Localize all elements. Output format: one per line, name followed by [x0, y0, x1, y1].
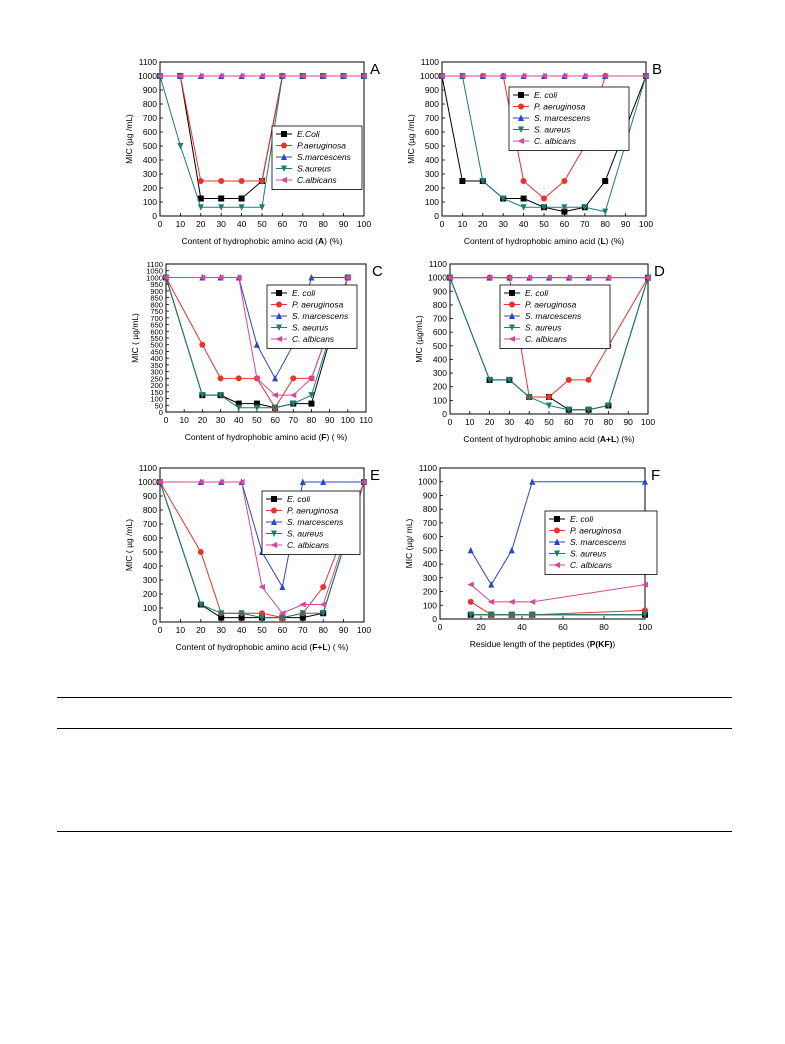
panel-c-point-c-albicans: [290, 392, 297, 398]
panel-f-x-axis-label-post: ): [612, 639, 616, 649]
panel-c-ytick-label: 600: [150, 327, 163, 337]
panel-f-line-c-albicans: [471, 585, 645, 602]
panel-b-legend-label: E. coli: [534, 90, 558, 100]
panel-e-legend-swatch-marker: [271, 508, 277, 514]
panel-c-ytick-label: 800: [150, 300, 163, 310]
panel-f-ytick-label: 1000: [418, 476, 437, 487]
panel-f-xtick-label: 100: [637, 622, 653, 632]
panel-e-point-p-aeruginosa: [198, 549, 204, 555]
panel-a-ytick-label: 600: [142, 127, 157, 137]
panel-a-chart: [124, 57, 380, 246]
panel-e-point-s-marcescens: [279, 584, 285, 591]
panel-f-legend-label: S. marcescens: [570, 537, 627, 547]
panel-f-legend: [545, 511, 657, 575]
panel-a-point-p-aeruginosa: [259, 178, 265, 184]
panel-e-x-axis-label-bold: F+L: [312, 642, 328, 652]
panel-b-ytick-label: 400: [424, 155, 439, 165]
panel-f-legend-label: P. aeruginosa: [570, 525, 622, 536]
panel-c-ytick-label: 1100: [146, 260, 163, 269]
panel-c-xtick-label: 20: [197, 415, 208, 425]
panel-c-legend-label: C. albicans: [292, 334, 335, 344]
panel-c-x-axis-label: [185, 432, 348, 442]
panel-e-point-c-albicans: [320, 602, 327, 608]
panel-d-xtick-label: 60: [564, 417, 574, 427]
panel-e-y-axis-label: MIC ( µg /mL): [124, 518, 134, 572]
panel-d-point-p-aeruginosa: [566, 377, 572, 383]
panel-f-ytick-label: 200: [422, 586, 437, 597]
panel-e-ytick-label: 700: [142, 519, 157, 529]
panel-f-legend-swatch-marker: [554, 528, 560, 534]
panel-e-legend-label: P. aeruginosa: [287, 505, 339, 516]
panel-e-xtick-label: 80: [318, 625, 328, 635]
panel-c-ytick-label: 200: [150, 381, 163, 391]
panel-b-legend-label: S. aureus: [534, 124, 571, 135]
panel-f-series-s-aureus: [468, 612, 648, 619]
panel-d-point-p-aeruginosa: [586, 377, 592, 383]
panel-f-ytick-label: 900: [422, 490, 437, 501]
panel-d-ytick-label: 400: [432, 354, 447, 365]
panel-a-ytick-label: 1000: [138, 71, 157, 81]
panel-e-ytick-label: 1100: [138, 463, 157, 473]
panel-c-xtick-label: 100: [340, 415, 355, 425]
panel-d-legend-label: S. aureus: [525, 322, 562, 333]
panel-b-x-axis-label: [464, 236, 624, 246]
panel-f-legend-label: S. aureus: [570, 548, 607, 559]
panel-a-xtick-label: 40: [236, 219, 247, 229]
panel-c-legend-label: S. aeurus: [292, 322, 329, 333]
panel-c-ytick-label: 0: [158, 408, 163, 417]
panel-a-ytick-label: 700: [142, 113, 157, 123]
panel-e-x-axis-label-pre: Content of hydrophobic amino acid (: [175, 642, 313, 652]
panel-c-point-p-aeruginosa: [290, 375, 296, 381]
panel-a-xtick-label: 70: [298, 219, 308, 229]
panel-f-point-s-marcescens: [488, 581, 494, 588]
panel-a-ytick-label: 800: [142, 99, 157, 109]
panel-f-x-axis-label-pre: Residue length of the peptides (: [469, 639, 590, 649]
panel-b-legend-swatch-marker: [518, 104, 524, 110]
panel-c-xtick-label: 0: [163, 415, 169, 425]
panel-d-xtick-label: 40: [524, 417, 534, 427]
panel-c-legend: [267, 285, 357, 349]
panel-b-xtick-label: 30: [498, 219, 508, 229]
panel-a-legend-label: P.aeruginosa: [297, 140, 346, 151]
panel-a-xtick-label: 100: [356, 219, 372, 229]
panel-f-line-p-aeruginosa: [471, 602, 645, 615]
panel-b-point-e-coli: [521, 196, 527, 202]
table-rule-header: [57, 728, 732, 729]
panel-c-legend-label: E. coli: [292, 288, 316, 298]
panel-c-ytick-label: 100: [150, 394, 163, 404]
panel-c-legend-label: S. marcescens: [292, 311, 349, 321]
panel-e-point-p-aeruginosa: [320, 584, 326, 590]
panel-e-ytick-label: 400: [142, 561, 157, 571]
panel-c-xtick-label: 80: [306, 415, 317, 425]
panel-f-ytick-label: 700: [422, 517, 437, 528]
panel-c-ytick-label: 700: [150, 313, 163, 323]
panel-a-legend-label: S.aureus: [297, 163, 332, 174]
panel-b-x-axis-label-pre: Content of hydrophobic amino acid (: [463, 236, 601, 246]
panel-e-xtick-label: 40: [236, 625, 247, 635]
panel-d-y-axis-label: MIC (µg/mL): [414, 315, 424, 363]
panel-b-legend-label: S. marcescens: [534, 113, 591, 123]
panel-d-ytick-label: 300: [432, 368, 447, 379]
panel-c-point-s-marcescens: [272, 375, 278, 382]
panel-e-legend-swatch-marker: [271, 496, 277, 502]
panel-a-x-axis-label-pre: Content of hydrophobic amino acid (: [181, 236, 318, 246]
panel-e-xtick-label: 0: [157, 625, 163, 635]
panel-c-x-axis-label-post: ) ( %): [326, 432, 348, 442]
panel-a-xtick-label: 50: [257, 219, 267, 229]
panel-f-legend-label: E. coli: [570, 514, 594, 524]
panel-a-legend-swatch-marker: [281, 143, 287, 149]
panel-e-xtick-label: 20: [196, 625, 206, 635]
panel-c-ytick-label: 1000: [146, 273, 163, 283]
panel-a-legend-swatch-marker: [281, 131, 287, 137]
panel-f-point-c-albicans: [508, 599, 515, 605]
panel-c-xtick-label: 110: [359, 415, 373, 425]
panel-e-ytick-label: 800: [142, 505, 157, 515]
panel-c-ytick-label: 900: [150, 286, 163, 296]
panel-a-ytick-label: 900: [142, 85, 157, 95]
panel-d-chart: [414, 259, 665, 444]
panel-d-ytick-label: 1000: [428, 272, 447, 283]
panel-b-chart: [406, 57, 662, 246]
panel-a-ytick-label: 400: [142, 155, 157, 165]
panel-f-xtick-label: 60: [558, 622, 568, 632]
table-rule-top: [57, 697, 732, 698]
panel-c-ytick-label: 650: [150, 320, 163, 330]
panel-c-chart: [130, 260, 383, 442]
panel-c-ytick-label: 250: [150, 374, 163, 384]
panel-d-xtick-label: 90: [623, 417, 633, 427]
panel-a-legend-label: C.albicans: [297, 175, 337, 185]
panel-d-legend-swatch-marker: [509, 290, 515, 296]
panel-a-ytick-label: 200: [142, 183, 157, 193]
panel-a-ytick-label: 100: [142, 197, 157, 207]
panel-a-xtick-label: 80: [318, 219, 328, 229]
panel-e-xtick-label: 60: [277, 625, 288, 635]
panel-d-xtick-label: 80: [603, 417, 614, 427]
panel-e-legend-label: E. coli: [287, 494, 311, 504]
panel-b-xtick-label: 100: [638, 219, 654, 229]
panel-f-point-c-albicans: [529, 599, 536, 605]
panel-f-chart: [404, 463, 660, 649]
panel-e-legend: [262, 491, 360, 555]
panel-e-ytick-label: 1000: [138, 477, 157, 487]
panel-d-ytick-label: 100: [432, 395, 447, 406]
panel-c-ytick-label: 350: [150, 360, 163, 370]
panel-a-y-axis-label: MIC (µg /mL): [124, 114, 134, 164]
panel-b-ytick-label: 1100: [420, 57, 439, 67]
panel-e-legend-label: S. marcescens: [287, 517, 344, 527]
panel-d-x-axis-label-bold: A+L: [599, 434, 617, 444]
panel-e-ytick-label: 100: [142, 603, 157, 613]
panel-c-point-p-aeruginosa: [236, 375, 242, 381]
panel-c-legend-label: P. aeruginosa: [292, 299, 344, 310]
panel-f-xtick-label: 40: [517, 622, 527, 632]
panel-b-y-axis-label: MIC (µg /mL): [406, 114, 416, 164]
panel-a-xtick-label: 30: [216, 219, 226, 229]
panel-c-legend-swatch-marker: [276, 290, 282, 296]
panel-f-y-axis-label: MIC (µg/ mL): [404, 518, 414, 569]
panel-e-point-c-albicans: [299, 602, 306, 608]
panel-c-point-p-aeruginosa: [199, 342, 205, 348]
panel-c-xtick-label: 30: [215, 415, 226, 425]
panel-f-ytick-label: 400: [422, 559, 437, 570]
panel-a-xtick-label: 0: [157, 219, 163, 229]
panel-d-ytick-label: 500: [432, 340, 447, 351]
panel-b-xtick-label: 40: [518, 219, 529, 229]
panel-c-ytick-label: 1050: [146, 266, 163, 276]
panel-f-point-s-marcescens: [509, 547, 515, 554]
panel-b-xtick-label: 70: [580, 219, 590, 229]
panel-f-x-axis-label: [470, 639, 616, 649]
panel-b-ytick-label: 1000: [420, 71, 439, 81]
panel-e-ytick-label: 200: [142, 589, 157, 599]
panel-a-legend-label: S.marcescens: [297, 152, 351, 162]
panel-e-ytick-label: 900: [142, 491, 157, 501]
panel-d-legend-label: C. albicans: [525, 334, 568, 344]
panel-d-ytick-label: 600: [432, 327, 447, 338]
panel-f-series-c-albicans: [467, 582, 648, 605]
panel-b-x-axis-label-bold: L: [600, 236, 606, 246]
panel-e-ytick-label: 0: [152, 617, 157, 627]
panel-c-ytick-label: 850: [150, 293, 163, 303]
panel-a-ytick-label: 0: [152, 211, 157, 221]
panel-e-x-axis-label-post: ) ( %): [327, 642, 349, 652]
panel-e-xtick-label: 70: [298, 625, 308, 635]
panel-c-ytick-label: 550: [150, 334, 163, 343]
panel-d-ytick-label: 200: [432, 381, 447, 392]
panel-f-ytick-label: 500: [422, 545, 437, 556]
panel-b-legend: [509, 87, 629, 151]
panel-b-label: B: [652, 61, 663, 78]
panel-d-legend-swatch-marker: [509, 302, 515, 308]
panel-f-ytick-label: 800: [422, 504, 437, 515]
panel-c-point-e-coli: [308, 401, 314, 407]
panel-e-xtick-label: 10: [175, 625, 186, 635]
panel-a-xtick-label: 20: [196, 219, 206, 229]
panel-c-ytick-label: 950: [150, 280, 163, 290]
panel-d-x-axis-label: [463, 434, 634, 444]
panel-b-ytick-label: 800: [424, 99, 439, 109]
panel-d-label: D: [654, 263, 665, 280]
panel-d-xtick-label: 30: [504, 417, 515, 427]
panel-a-point-p-aeruginosa: [218, 178, 224, 184]
panel-d-ytick-label: 0: [442, 409, 447, 419]
panel-e-ytick-label: 600: [142, 533, 157, 543]
panel-b-ytick-label: 300: [424, 169, 439, 179]
panel-f-x-axis-label-bold: P(KF): [589, 639, 613, 649]
panel-e-xtick-label: 30: [216, 625, 226, 635]
panel-e-ytick-label: 300: [142, 575, 157, 585]
panel-e-ytick-label: 500: [142, 547, 157, 557]
panel-a-x-axis-label-bold: A: [318, 236, 325, 246]
panel-d-ytick-label: 1100: [428, 259, 447, 269]
panel-d-legend-label: P. aeruginosa: [525, 299, 577, 310]
panel-d-point-p-aeruginosa: [546, 394, 552, 400]
panel-c-xtick-label: 70: [288, 415, 299, 425]
panel-b-xtick-label: 20: [478, 219, 488, 229]
panel-a-ytick-label: 500: [142, 141, 157, 151]
panel-f-xtick-label: 80: [599, 622, 609, 632]
panel-b-xtick-label: 60: [559, 219, 570, 229]
panel-e-chart: [124, 463, 380, 652]
panel-e-xtick-label: 50: [257, 625, 267, 635]
panel-f-legend-swatch-marker: [554, 516, 560, 522]
panel-b-ytick-label: 700: [424, 113, 439, 123]
panel-b-x-axis-label-post: ) (%): [605, 236, 625, 246]
panel-c-x-axis-label-pre: Content of hydrophobic amino acid (: [184, 432, 322, 442]
panel-b-xtick-label: 80: [600, 219, 610, 229]
panel-c-xtick-label: 50: [252, 415, 262, 425]
panel-c-x-axis-label-bold: F: [321, 432, 327, 442]
panel-c-ytick-label: 300: [150, 367, 163, 377]
panel-e-xtick-label: 90: [338, 625, 349, 635]
panel-f-xtick-label: 0: [437, 622, 443, 632]
panel-e-label: E: [370, 467, 381, 484]
panel-c-xtick-label: 40: [233, 415, 244, 425]
panel-a-legend-label: E.Coli: [297, 129, 320, 139]
panel-b-xtick-label: 90: [620, 219, 631, 229]
panel-b-ytick-label: 600: [424, 127, 439, 137]
panel-a-ytick-label: 1100: [138, 57, 157, 67]
panel-f-ytick-label: 0: [432, 614, 437, 624]
panel-b-ytick-label: 200: [424, 183, 439, 193]
panel-f-point-p-aeruginosa: [468, 599, 474, 605]
panel-d-xtick-label: 70: [583, 417, 594, 427]
panel-f-ytick-label: 300: [422, 572, 437, 583]
panel-b-xtick-label: 50: [539, 219, 549, 229]
panel-b-legend-label: P. aeruginosa: [534, 101, 586, 112]
panel-b-ytick-label: 0: [434, 211, 439, 221]
panel-b-ytick-label: 900: [424, 85, 439, 95]
panel-d-xtick-label: 0: [447, 417, 453, 427]
panel-c-ytick-label: 500: [150, 340, 163, 350]
panel-d-x-axis-label-pre: Content of hydrophobic amino acid (: [463, 434, 600, 444]
panel-b-point-e-coli: [602, 178, 608, 184]
panel-f-ytick-label: 100: [422, 600, 437, 611]
panel-a-point-p-aeruginosa: [239, 178, 245, 184]
panel-f-point-c-albicans: [467, 582, 474, 588]
panel-d-legend: [500, 285, 610, 349]
panel-a-x-axis-label: [181, 236, 342, 246]
panel-b-legend-label: C. albicans: [534, 136, 577, 146]
table-rule-bottom: [57, 831, 732, 832]
panel-d-xtick-label: 20: [484, 417, 495, 427]
panel-c-xtick-label: 90: [324, 415, 335, 425]
panel-d-ytick-label: 800: [432, 299, 447, 310]
panel-e-legend-label: S. aureus: [287, 528, 324, 539]
panel-a-xtick-label: 10: [175, 219, 186, 229]
panel-b-xtick-label: 10: [457, 219, 468, 229]
panel-f-label: F: [651, 467, 661, 484]
panel-a-x-axis-label-post: ) (%): [324, 236, 343, 246]
panel-a-point-e-coli: [218, 196, 224, 202]
panel-d-xtick-label: 50: [544, 417, 554, 427]
panel-b-point-p-aeruginosa: [521, 178, 527, 184]
panel-f-ytick-label: 600: [422, 531, 437, 542]
panel-c-xtick-label: 60: [270, 415, 280, 425]
panel-a-legend: [272, 126, 362, 190]
panel-a-xtick-label: 90: [338, 219, 349, 229]
panel-a-ytick-label: 300: [142, 169, 157, 179]
panel-d-xtick-label: 100: [640, 417, 656, 427]
panel-a-label: A: [370, 61, 381, 78]
panel-b-ytick-label: 100: [424, 197, 439, 207]
panel-f-legend-label: C. albicans: [570, 560, 613, 570]
panel-c-point-p-aeruginosa: [218, 375, 224, 381]
panel-d-ytick-label: 700: [432, 313, 447, 324]
panel-a-point-e-coli: [239, 196, 245, 202]
panel-c-ytick-label: 750: [150, 307, 163, 317]
panel-e-xtick-label: 100: [356, 625, 372, 635]
panel-b-point-p-aeruginosa: [541, 196, 547, 202]
panel-f-ytick-label: 1100: [418, 463, 437, 473]
panel-c-label: C: [372, 263, 383, 280]
panel-a-point-p-aeruginosa: [198, 178, 204, 184]
panel-b-point-e-coli: [459, 178, 465, 184]
panel-d-x-axis-label-post: ) (%): [616, 434, 635, 444]
panel-a-point-s-aureus: [177, 143, 183, 150]
panel-c-ytick-label: 150: [150, 387, 163, 397]
panel-c-xtick-label: 10: [179, 415, 189, 425]
panel-c-legend-swatch-marker: [276, 302, 282, 308]
panel-b-legend-swatch-marker: [518, 92, 524, 98]
panel-d-xtick-label: 10: [465, 417, 475, 427]
panel-e-x-axis-label: [176, 642, 349, 652]
panel-b-point-p-aeruginosa: [561, 178, 567, 184]
panel-c-y-axis-label: MIC ( µg/mL): [130, 313, 140, 363]
panel-a-xtick-label: 60: [277, 219, 288, 229]
panel-d-legend-label: E. coli: [525, 288, 549, 298]
panel-d-ytick-label: 900: [432, 286, 447, 297]
panel-e-legend-label: C. albicans: [287, 540, 330, 550]
panel-d-legend-label: S. marcescens: [525, 311, 582, 321]
panel-f-xtick-label: 20: [476, 622, 486, 632]
panel-b-point-s-aureus: [602, 209, 608, 216]
panel-b-ytick-label: 500: [424, 141, 439, 151]
panel-c-ytick-label: 400: [150, 354, 163, 364]
panel-c-ytick-label: 450: [150, 347, 163, 357]
panel-c-point-s-marcescens: [254, 341, 260, 348]
panel-c-ytick-label: 50: [154, 401, 163, 411]
panel-b-xtick-label: 0: [439, 219, 445, 229]
panel-f-point-s-marcescens: [468, 547, 474, 554]
